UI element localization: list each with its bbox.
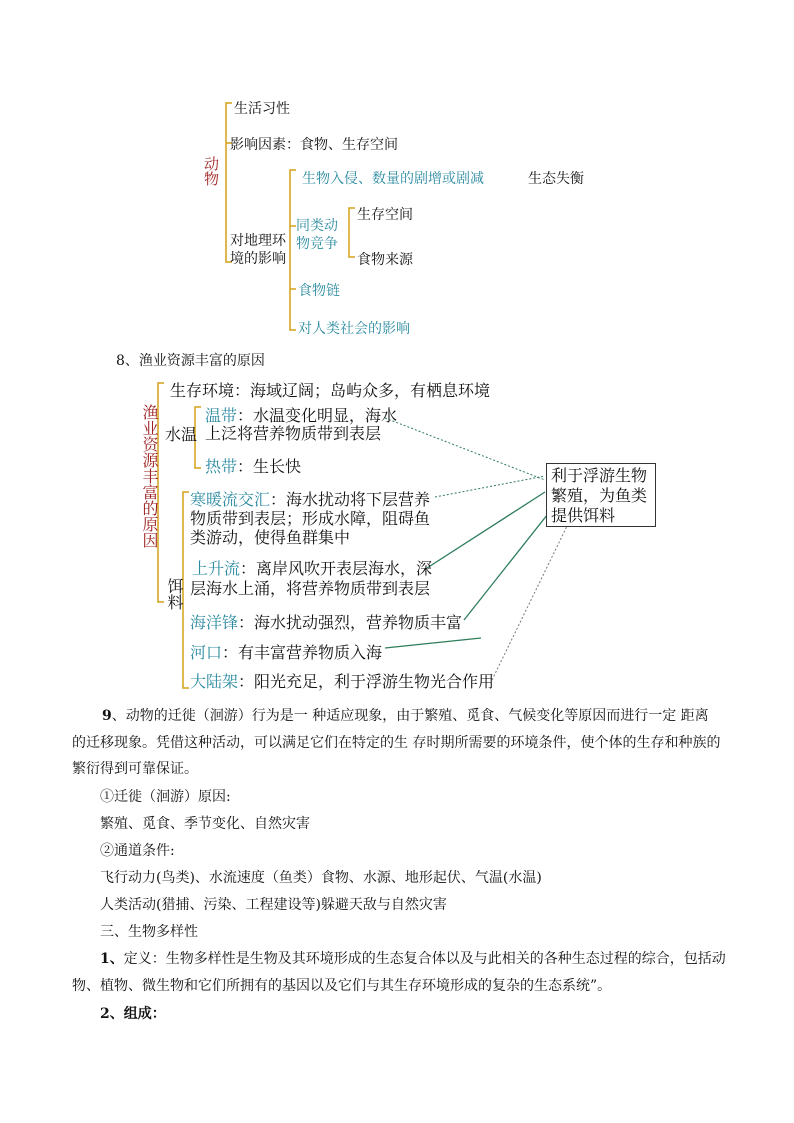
reasons-title: ①迁徙（洄游）原因: [100,789,231,805]
channel-text-2: 人类活动(猎捕、污染、工程建设等)躲避天敌与自然灾害 [100,897,447,913]
upwelling-text-1: ：离岸风吹开表层海水，深 [240,559,433,578]
tropical-label: 热带 [205,457,238,476]
biodiversity-heading: 三、生物多样性 [100,924,198,940]
animal-habit: 生活习性 [234,101,290,117]
channel-title: ②通道条件: [100,843,175,859]
animal-food-chain: 食物链 [298,283,340,299]
reasons-text: 繁殖、觅食、季节变化、自然灾害 [100,816,310,832]
currents-label: 寒暖流交汇 [190,490,271,509]
feed-label: 饵料 [165,578,184,610]
estuary-line [190,640,382,663]
animal-factors: 影响因素：食物、生存空间 [230,137,398,153]
p9-line-1 [72,705,722,725]
p9-text-1: 、动物的迁徙（洄游）行为是一 种适应现象，由于繁殖、觅食、气候变化等原因而进行一定 距离 [111,708,709,724]
animal-root: 动物 [202,156,220,186]
animal-society: 对人类社会的影响 [298,321,410,337]
p9-line-3: 繁衍得到可靠保证。 [72,761,198,777]
temperate-label: 温带 [205,406,238,425]
tropical-line [205,454,301,477]
tropical-text: ：生长快 [237,457,302,476]
water-temp-label: 水温 [165,425,198,444]
definition-text-1: 定义：生物多样性是生物及其环境形成的生态复合体以及与此相关的各种生态过程的综合，包括动 [123,951,726,967]
upwelling-text-2: 层海水上涌，将营养物质带到表层 [190,579,431,598]
env-label: 生存环境 [170,381,235,400]
definition-num: 1、 [100,951,124,967]
shelf-label: 大陆架 [190,672,239,691]
temperate-text-2: 上泛将营养物质带到表层 [205,424,382,443]
front-line [190,610,462,633]
animal-food-source: 食物来源 [357,252,413,268]
animal-space: 生存空间 [357,207,413,223]
definition-line-2: 物、植物、微生物和它们所拥有的基因以及它们与其生存环境形成的复杂的生态系统”。 [72,978,612,994]
front-label: 海洋锋 [190,613,239,632]
upwelling-label: 上升流 [192,559,241,578]
fishery-env [170,378,490,401]
plankton-box: 利于浮游生物繁殖，为鱼类提供饵料 [546,463,656,527]
env-text: ：海域辽阔；岛屿众多，有栖息环境 [234,381,491,400]
shelf-line [190,669,494,692]
composition-heading: 2、组成： [100,1006,166,1022]
shelf-text: ：阳光充足，利于浮游生物光合作用 [238,672,495,691]
estuary-label: 河口 [190,643,223,662]
animal-balance: 生态失衡 [528,171,584,187]
front-text: ：海水扰动强烈，营养物质丰富 [238,613,463,632]
fishery-heading: 8、渔业资源丰富的原因 [116,353,265,369]
estuary-text: ：有丰富营养物质入海 [222,643,383,662]
p9-num: 9 [102,708,112,724]
currents-text-1: ：海水扰动将下层营养 [270,490,431,509]
channel-text-1: 飞行动力(鸟类)、水流速度（鱼类）食物、水源、地形起伏、气温(水温) [100,870,542,886]
definition-line-1 [100,948,750,968]
fishery-root: 渔业资源丰富的原因 [140,404,159,548]
currents-text-2: 物质带到表层；形成水障，阻碍鱼 [190,509,431,528]
currents-text-3: 类游动，使得鱼群集中 [190,528,351,547]
animal-invasion: 生物入侵、数量的剧增或剧减 [302,171,484,187]
animal-impact: 对地理环境的影响 [230,233,286,267]
animal-competition: 同类动物竞争 [296,218,338,252]
temperate-text-1: ：水温变化明显，海水 [237,406,398,425]
p9-line-2: 的迁移现象。凭借这种活动，可以满足它们在特定的生 存时期所需要的环境条件，使个体的生存和种族的 [72,735,721,751]
